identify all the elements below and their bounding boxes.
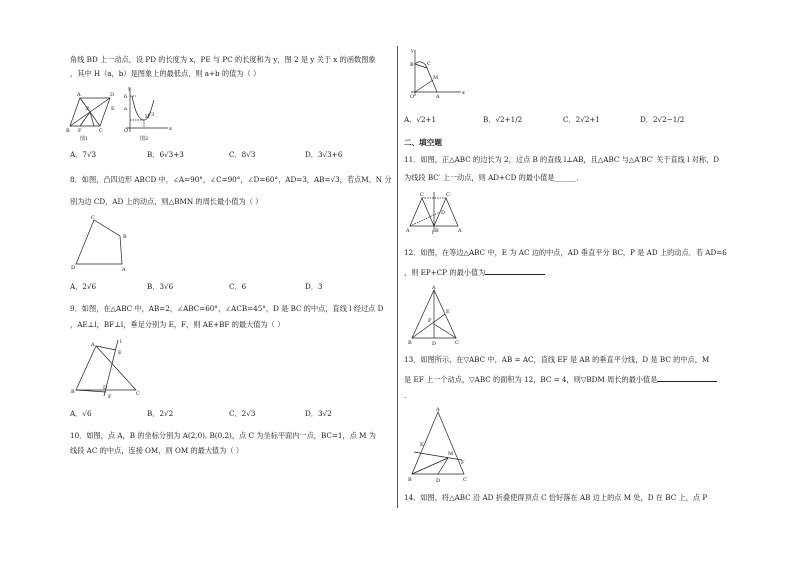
q13-answer-blank[interactable] — [657, 373, 717, 382]
q9-triangle — [76, 346, 136, 390]
q14-text-line-1: 14．如图，将△ABC 沿 AD 折叠使得顶点 C 恰好落在 AB 边上的点 M 处，D 在 BC 上，点 P — [404, 493, 708, 502]
q13-fig-label-e: E — [420, 442, 424, 448]
q9-fig-label-l: l — [120, 339, 122, 345]
q11-text-line-2: 为线段 BC′ 上一动点，则 AD+CD 的最小值是______． — [404, 173, 584, 182]
q7-text-line-1: 角线 BD 上一动点，设 PD 的长度为 x，PE 与 PC 的长度和为 y，图 2 是 y 关于 x 的函数图象 — [70, 55, 376, 64]
q7-fig-label-f: F — [78, 128, 82, 134]
q7-fig-label-c: C — [99, 128, 103, 134]
q11-fig-label-d: D — [441, 210, 446, 216]
q12-answer-blank[interactable] — [485, 266, 545, 275]
q7-fig-label-h: H — [145, 114, 150, 120]
q13-fig-label-c: C — [463, 477, 467, 483]
q13-text-line-1: 13．如图所示，在▽ABC 中，AB = AC，直线 EF 是 AB 的垂直平分线，D 是 BC 的中点，M — [404, 355, 710, 364]
q8-option-c: C．6 — [229, 282, 247, 291]
q7-fig-label-a-axis: a — [124, 106, 127, 112]
q7-option-c: C．8√3 — [229, 150, 256, 159]
q12-text-line-1: 12．如图，在等边△ABC 中，E 为 AC 边的中点，AD 垂直平分 BC，P 是 AD 上的动点．若 AD=6 — [404, 248, 727, 257]
q12-figure — [408, 286, 460, 346]
q11-text-line-1: 11．如图，正△ABC 的边长为 2，过点 B 的直线 l⊥AB，且△ABC 与△A′BC′ 关于直线 l 对称，D — [404, 155, 720, 164]
q7-fig-label-a: A — [77, 92, 81, 98]
q9-fig-label-a: A — [91, 342, 95, 348]
q10-fig-label-x: x — [462, 90, 465, 96]
q8-fig-label-c: C — [91, 215, 95, 221]
q10-option-b: B．√2+1/2 — [483, 115, 523, 124]
q7-option-b: B．6√3+3 — [147, 150, 184, 159]
q9-option-c: C．2√3 — [229, 409, 256, 418]
q13-fig-label-m: M — [448, 451, 454, 457]
q9-text-line-1: 9．如图，在△ABC 中，AB=2，∠ABC=60°，∠ACB=45°，D 是 BC 的中点，直线 l 经过点 D — [70, 304, 384, 313]
q7-fig2-caption: 图2 — [140, 136, 149, 142]
q13-trailing-period: . — [404, 391, 407, 400]
q8-quadrilateral — [76, 220, 122, 264]
q7-fig1-caption: 图1 — [80, 136, 89, 142]
section-heading-fill-blank: 二、填空题 — [404, 138, 442, 147]
q11-fig-label-c-prime: C′ — [446, 192, 451, 198]
q7-fig-label-p: P — [86, 106, 90, 112]
q8-option-a: A．2√6 — [70, 282, 97, 291]
q13-text-line-2 — [404, 373, 717, 385]
q11-fig-label-l: l — [432, 230, 434, 236]
q10-option-d: D．2√2−1/2 — [640, 115, 685, 124]
q7-fig-label-d: D — [110, 92, 115, 98]
q12-fig-label-e: E — [446, 309, 450, 315]
q11-triangle-abc — [410, 198, 434, 226]
q10-text-line-2: 线段 AC 的中点，连接 OM，则 OM 的最大值为（ ） — [70, 446, 244, 455]
column-divider — [397, 46, 398, 508]
q10-fig-label-a: A — [436, 94, 440, 100]
q11-triangle-abc-prime — [434, 198, 458, 226]
q10-figure — [405, 48, 467, 100]
q13-fig-label-a: A — [436, 407, 440, 413]
q11-figure — [406, 190, 470, 234]
q11-fig-label-b: B — [435, 228, 439, 234]
q8-fig-label-d: D — [71, 265, 76, 271]
q10-fig-label-m: M — [433, 75, 439, 81]
q7-fig-label-e: E — [111, 106, 115, 112]
q11-fig-label-a-prime: A′ — [458, 228, 463, 234]
q9-option-a: A．√6 — [70, 409, 92, 418]
q8-text-line-1: 8．如图，凸四边形 ABCD 中，∠A=90°，∠C=90°，∠D=60°，AD=3，AB=√3，若点M、N 分 — [70, 175, 392, 184]
q13-text-line-2-content: 是 EF 上一个动点，▽ABC 的面积为 12，BC = 4，则▽BDM 周长的最小值是 — [404, 375, 658, 384]
q13-fig-label-f: F — [461, 460, 465, 466]
q10-fig-label-c: C — [427, 61, 431, 67]
q10-fig-label-y: y — [411, 48, 414, 54]
q8-figure — [70, 216, 140, 274]
q10-fig-label-o: O — [410, 94, 415, 100]
q7-fig-label-sqrt3: √3 — [148, 112, 155, 118]
q11-fig-label-c: C — [420, 192, 424, 198]
q13-line-ef — [414, 452, 462, 460]
q8-text-line-2: 别为边 CD，AD 上的动点，则△BMN 的周长最小值为（ ） — [70, 197, 263, 206]
q10-option-a: A．√2+1 — [404, 115, 437, 124]
q8-fig-label-a: A — [122, 267, 126, 273]
q13-figure — [408, 408, 468, 484]
q7-figure — [66, 86, 176, 142]
q7-fig-label-b: B — [66, 128, 70, 134]
q8-option-b: B．3√6 — [147, 282, 174, 291]
q12-fig-label-d: D — [432, 341, 437, 347]
q10-fig-label-b: B — [410, 62, 414, 68]
q12-text-line-2-content: ，则 EP+CP 的最小值为 — [404, 268, 486, 277]
q9-text-line-2: ，AE⊥l，BF⊥l，垂足分别为 E，F，则 AE+BF 的最大值为（ ） — [70, 320, 285, 329]
q9-option-b: B．2√2 — [147, 409, 174, 418]
q9-fig-label-b: B — [71, 389, 75, 395]
q9-fig-label-d: D — [103, 385, 108, 391]
q7-fig-label-o: O — [124, 128, 129, 134]
q12-fig-label-p: P — [428, 318, 432, 324]
q9-fig-label-f: F — [108, 394, 112, 400]
q9-figure — [70, 338, 142, 400]
q10-option-c: C．2√2+1 — [563, 115, 601, 124]
q8-fig-label-b: B — [123, 234, 127, 240]
q7-option-a: A．7√3 — [70, 150, 97, 159]
q12-fig-label-b: B — [408, 340, 412, 346]
q13-fig-label-b: B — [408, 477, 412, 483]
q7-fig-label-x: x — [169, 126, 172, 132]
q9-fig-label-c: C — [136, 391, 140, 397]
q10-text-line-1: 10．如图，点 A，B 的坐标分别为 A(2,0), B(0,2)，点 C 为坐标平面内一点，BC=1，点 M 为 — [70, 431, 376, 440]
q7-fig-label-y: y — [128, 86, 131, 92]
q7-option-d: D．3√3+6 — [305, 150, 343, 159]
q13-fig-label-d: D — [436, 478, 441, 484]
q7-fig-label-6: 6 — [124, 94, 128, 100]
q12-fig-label-a: A — [432, 285, 436, 291]
q8-option-d: D．3 — [305, 282, 323, 291]
q12-text-line-2 — [404, 266, 545, 278]
q9-fig-label-e: E — [118, 350, 122, 356]
q9-option-d: D．3√2 — [305, 409, 332, 418]
q7-text-line-2: ，其中 H（a，b）是图象上的最低点，则 a+b 的值为（ ） — [70, 69, 261, 78]
q11-fig-label-a: A — [406, 228, 410, 234]
q12-fig-label-c: C — [455, 340, 459, 346]
